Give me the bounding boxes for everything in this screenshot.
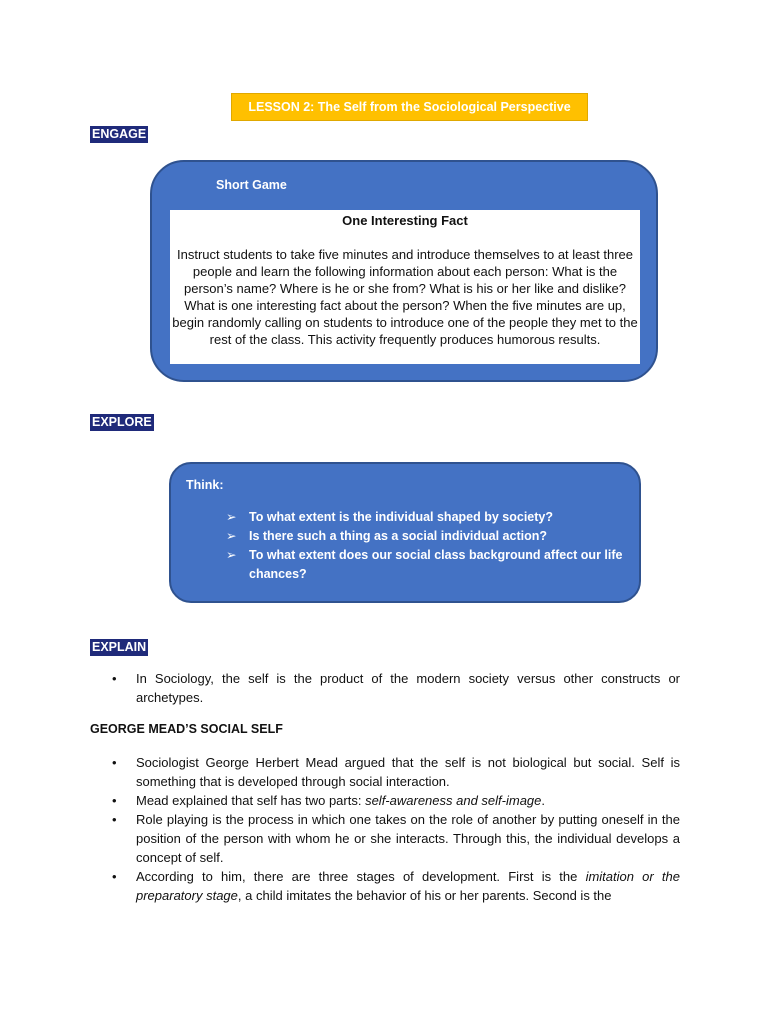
bullet-icon: •: [112, 869, 117, 884]
think-question-text: To what extent does our social class background affect our life chances?: [249, 548, 623, 581]
think-box: [169, 462, 641, 603]
point-emphasis: imitation or the preparatory stage: [136, 869, 680, 903]
engage-subtitle: Short Game: [216, 178, 287, 192]
engage-tag: ENGAGE: [92, 127, 147, 141]
arrow-bullet-icon: ➢: [226, 510, 237, 524]
bullet-icon: •: [112, 671, 117, 686]
point-text: , a child imitates the behavior of his or her parents. Second is the: [237, 888, 612, 903]
think-question: [226, 546, 631, 584]
engage-box: [150, 160, 658, 382]
list-item: [90, 810, 680, 867]
point-text: .: [541, 793, 546, 808]
lesson-title: LESSON 2: The Self from the Sociological Perspective: [231, 93, 588, 121]
explore-tag: EXPLORE: [92, 415, 152, 429]
arrow-bullet-icon: ➢: [226, 529, 237, 543]
point-text: Mead explained that self has two parts:: [136, 793, 366, 808]
think-question: [226, 527, 631, 546]
explain-intro-text: In Sociology, the self is the product of the modern society versus other constructs or archetypes.: [136, 671, 680, 705]
engage-card: [170, 210, 640, 364]
engage-card-text: Instruct students to take five minutes and introduce themselves to at least three people and learn the following information about each person: What is the person’s name? Where is he or she from? What is his or her like and dislike? What is one interesting fact about the person? When the five minutes are up, begin randomly calling on students to introduce one of the people they met to the rest of the class. This activity frequently produces humorous results.: [172, 247, 638, 347]
mead-points-list: [90, 753, 680, 905]
list-item: [90, 669, 680, 707]
bullet-icon: •: [112, 812, 117, 827]
list-item: [90, 867, 680, 905]
arrow-bullet-icon: ➢: [226, 548, 237, 562]
list-item: [90, 753, 680, 791]
point-text: Sociologist George Herbert Mead argued that the self is not biological but social. Self is something that is developed through social interaction.: [136, 755, 680, 789]
think-question-text: To what extent is the individual shaped by society?: [249, 510, 553, 524]
explain-intro-list: [90, 669, 680, 707]
point-emphasis: self-awareness and self-image: [365, 793, 542, 808]
bullet-icon: •: [112, 755, 117, 770]
think-question: [226, 508, 631, 527]
think-question-list: [226, 508, 631, 584]
section-heading: GEORGE MEAD’S SOCIAL SELF: [90, 722, 283, 736]
bullet-icon: •: [112, 793, 117, 808]
list-item: [90, 791, 680, 810]
engage-card-title: One Interesting Fact: [342, 213, 468, 228]
explain-tag: EXPLAIN: [92, 640, 147, 654]
think-label: Think:: [186, 478, 224, 492]
think-question-text: Is there such a thing as a social individual action?: [249, 529, 547, 543]
point-text: Role playing is the process in which one takes on the role of another by putting oneself in the position of the person with whom he or she interacts. Through this, the individual develops a concept of self.: [136, 812, 680, 865]
point-text: According to him, there are three stages of development. First is the: [136, 869, 586, 884]
